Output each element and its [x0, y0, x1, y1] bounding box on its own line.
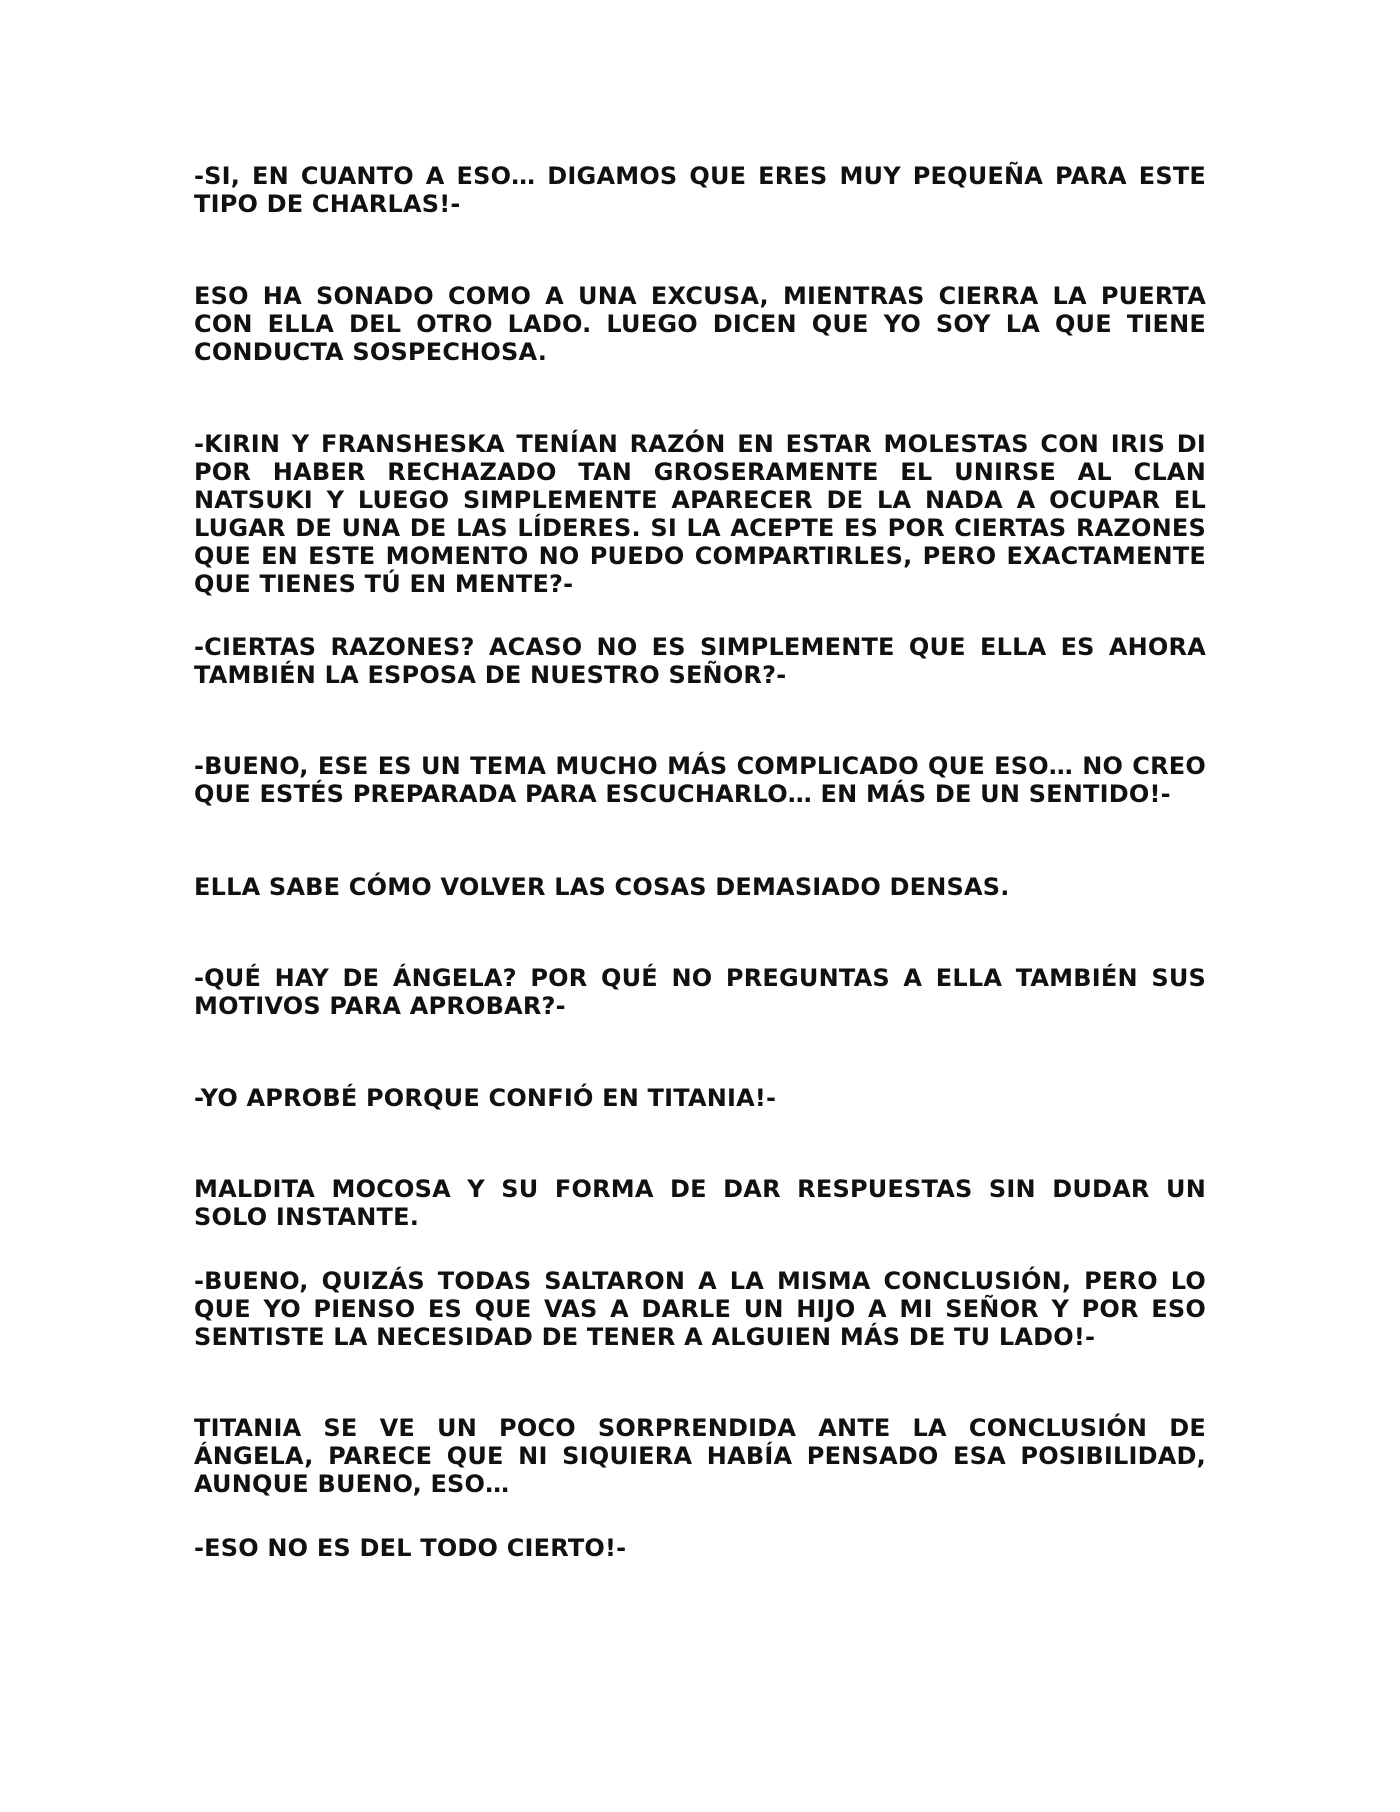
paragraph-7: -QUÉ HAY DE ÁNGELA? POR QUÉ NO PREGUNTAS A ELLA TAMBIÉN SUS MOTIVOS PARA APROBAR?- [194, 964, 1206, 1020]
paragraph-9: MALDITA MOCOSA Y SU FORMA DE DAR RESPUESTAS SIN DUDAR UN SOLO INSTANTE. [194, 1175, 1206, 1231]
paragraph-4: -CIERTAS RAZONES? ACASO NO ES SIMPLEMENTE QUE ELLA ES AHORA TAMBIÉN LA ESPOSA DE NUESTRO SEÑOR?- [194, 633, 1206, 689]
paragraph-12: -ESO NO ES DEL TODO CIERTO!- [194, 1534, 627, 1562]
paragraph-11: TITANIA SE VE UN POCO SORPRENDIDA ANTE LA CONCLUSIÓN DE ÁNGELA, PARECE QUE NI SIQUIERA HABÍA PENSADO ESA POSIBILIDAD, AUNQUE BUENO, ESO… [194, 1414, 1206, 1498]
paragraph-6: ELLA SABE CÓMO VOLVER LAS COSAS DEMASIADO DENSAS. [194, 873, 1010, 901]
paragraph-10: -BUENO, QUIZÁS TODAS SALTARON A LA MISMA CONCLUSIÓN, PERO LO QUE YO PIENSO ES QUE VAS A DARLE UN HIJO A MI SEÑOR Y POR ESO SENTISTE LA NECESIDAD DE TENER A ALGUIEN MÁS DE TU LADO!- [194, 1267, 1206, 1351]
paragraph-2: ESO HA SONADO COMO A UNA EXCUSA, MIENTRAS CIERRA LA PUERTA CON ELLA DEL OTRO LADO. LUEGO DICEN QUE YO SOY LA QUE TIENE CONDUCTA SOSPECHOSA. [194, 282, 1206, 366]
paragraph-1: -SI, EN CUANTO A ESO… DIGAMOS QUE ERES MUY PEQUEÑA PARA ESTE TIPO DE CHARLAS!- [194, 162, 1206, 218]
paragraph-8: -YO APROBÉ PORQUE CONFIÓ EN TITANIA!- [194, 1084, 777, 1112]
paragraph-3: -KIRIN Y FRANSHESKA TENÍAN RAZÓN EN ESTAR MOLESTAS CON IRIS DI POR HABER RECHAZADO TAN GROSERAMENTE EL UNIRSE AL CLAN NATSUKI Y LUEGO SIMPLEMENTE APARECER DE LA NADA A OCUPAR EL LUGAR DE UNA DE LAS LÍDERES. SI LA ACEPTE ES POR CIERTAS RAZONES QUE EN ESTE MOMENTO NO PUEDO COMPARTIRLES, PERO EXACTAMENTE QUE TIENES TÚ EN MENTE?- [194, 430, 1206, 598]
paragraph-5: -BUENO, ESE ES UN TEMA MUCHO MÁS COMPLICADO QUE ESO… NO CREO QUE ESTÉS PREPARADA PARA ESCUCHARLO… EN MÁS DE UN SENTIDO!- [194, 752, 1206, 808]
